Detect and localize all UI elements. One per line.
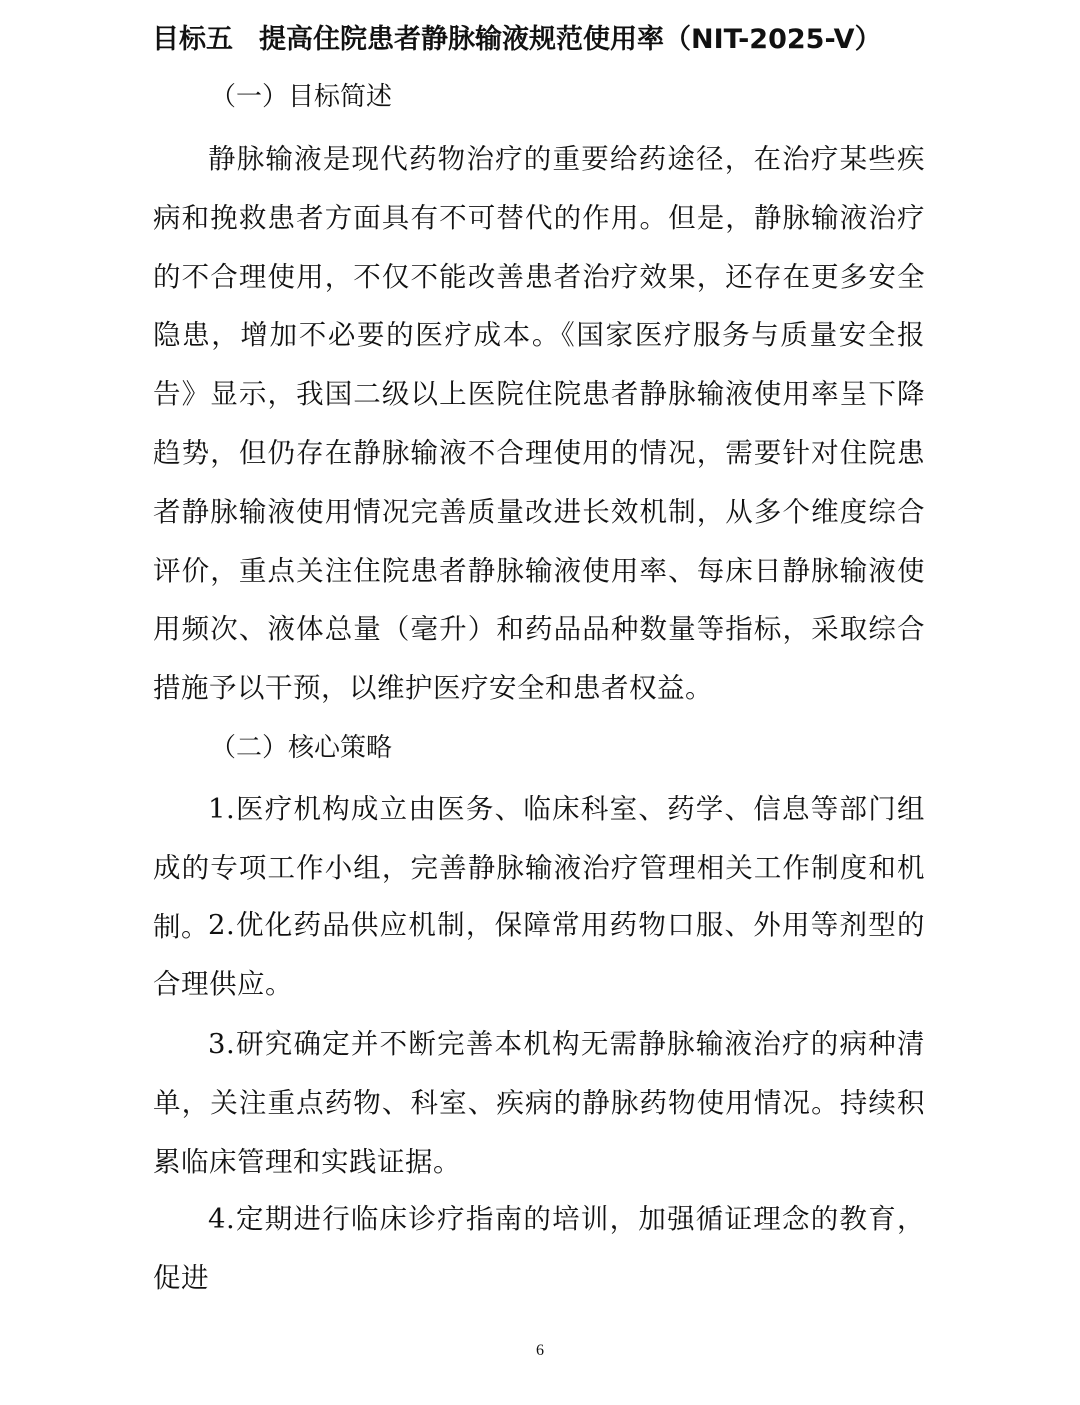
page-number: 6 [536, 1342, 544, 1359]
goal-number: 目标五 [152, 24, 233, 55]
strategy-item-2: 2.优化药品供应机制，保障常用药物口服、外用等剂型的合理供应。 [153, 909, 925, 1000]
paragraph-overview: 静脉输液是现代药物治疗的重要给药途径，在治疗某些疾病和挽救患者方面具有不可替代的作用。但是，静脉输液治疗的不合理使用，不仅不能改善患者治疗效果，还存在更多安全隐患，增加不必要的医疗成本。《国家医疗服务与质量安全报告》显示，我国二级以上医院住院患者静脉输液使用率呈下降趋势，但仍存在静脉输液不合理使用的情况，需要针对住院患者静脉输液使用情况完善质量改进长效机制，从多个维度综合评价，重点关注住院患者静脉输液使用率、每床日静脉输液使用频次、液体总量（毫升）和药品品种数量等指标，采取综合措施予以干预，以维护医疗安全和患者权益。 [153, 143, 925, 705]
goal-title-text: 提高住院患者静脉输液规范使用率（NIT-2025-V） [259, 24, 882, 55]
strategy-item-1: 1.医疗机构成立由医务、临床科室、药学、信息等部门组成的专项工作小组，完善静脉输液治疗管理相关工作制度和机制。 [153, 793, 925, 943]
strategy-item-3: 3.研究确定并不断完善本机构无需静脉输液治疗的病种清单，关注重点药物、科室、疾病的静脉药物使用情况。持续积累临床管理和实践证据。 [153, 1028, 925, 1178]
goal-title [152, 20, 972, 60]
section-heading-overview: （一）目标简述 [210, 82, 393, 112]
section-heading-core-strategies: （二）核心策略 [210, 733, 393, 763]
strategy-item-4: 4.定期进行临床诊疗指南的培训，加强循证理念的教育，促进 [153, 1203, 925, 1294]
